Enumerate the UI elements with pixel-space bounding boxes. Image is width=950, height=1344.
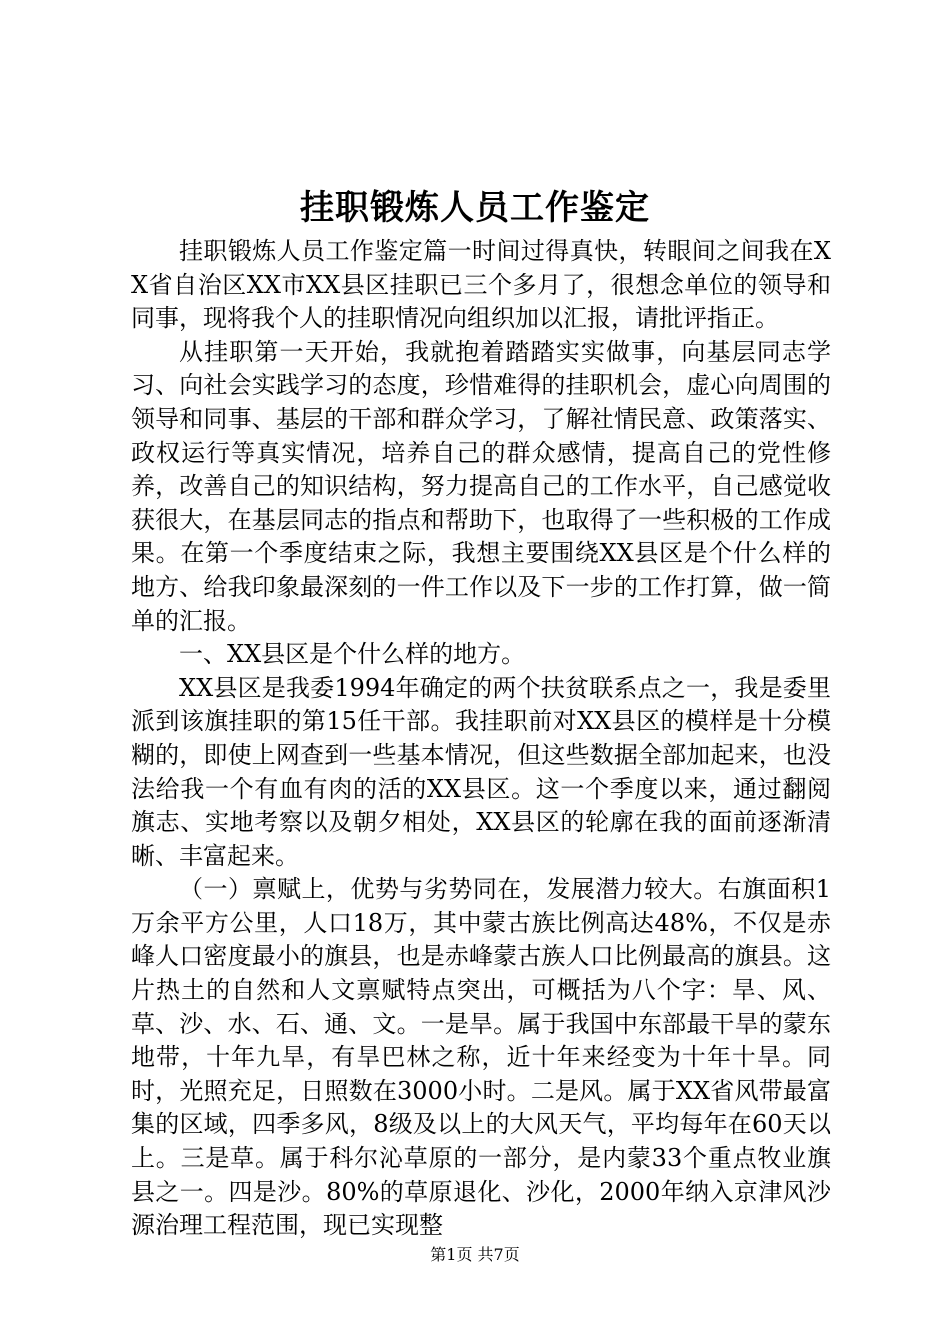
paragraph-intro: 挂职锻炼人员工作鉴定篇一时间过得真快，转眼间之间我在XX省自治区XX市XX县区挂职已三个多月了，很想念单位的领导和同事，现将我个人的挂职情况向组织加以汇报，请批评指正。 <box>131 237 831 333</box>
document-body <box>131 235 831 1243</box>
paragraph-overview: 从挂职第一天开始，我就抱着踏踏实实做事，向基层同志学习、向社会实践学习的态度，珍惜难得的挂职机会，虚心向周围的领导和同事、基层的干部和群众学习，了解社情民意、政策落实、政权运行等真实情况，培养自己的群众感情，提高自己的党性修养，改善自己的知识结构，努力提高自己的工作水平，自己感觉收获很大，在基层同志的指点和帮助下，也取得了一些积极的工作成果。在第一个季度结束之际，我想主要围绕XX县区是个什么样的地方、给我印象最深刻的一件工作以及下一步的工作打算，做一简单的汇报。 <box>131 337 831 635</box>
document-title: 挂职锻炼人员工作鉴定 <box>300 188 650 228</box>
page-footer: 第1页 共7页 <box>430 1245 520 1264</box>
paragraph-endowment: （一）禀赋上，优势与劣势同在，发展潜力较大。右旗面积1万余平方公里，人口18万，其中蒙古族比例高达48%，不仅是赤峰人口密度最小的旗县，也是赤峰蒙古族人口比例最高的旗县。这片热土的自然和人文禀赋特点突出，可概括为八个字：旱、风、草、沙、水、石、通、文。一是旱。属于我国中东部最干旱的蒙东地带，十年九旱，有旱巴林之称，近十年来经变为十年十旱。同时，光照充足，日照数在3000小时。二是风。属于XX省风带最富集的区域，四季多风，8级及以上的大风天气，平均每年在60天以上。三是草。属于科尔沁草原的一部分，是内蒙33个重点牧业旗县之一。四是沙。80%的草原退化、沙化，2000年纳入京津风沙源治理工程范围，现已实现整 <box>131 875 831 1240</box>
section-heading-1: 一、XX县区是个什么样的地方。 <box>179 640 526 669</box>
paragraph-county-intro: XX县区是我委1994年确定的两个扶贫联系点之一，我是委里派到该旗挂职的第15任干部。我挂职前对XX县区的模样是十分模糊的，即使上网查到一些基本情况，但这些数据全部加起来，也没法给我一个有血有肉的活的XX县区。这一个季度以来，通过翻阅旗志、实地考察以及朝夕相处，XX县区的轮廓在我的面前逐渐清晰、丰富起来。 <box>131 673 831 870</box>
